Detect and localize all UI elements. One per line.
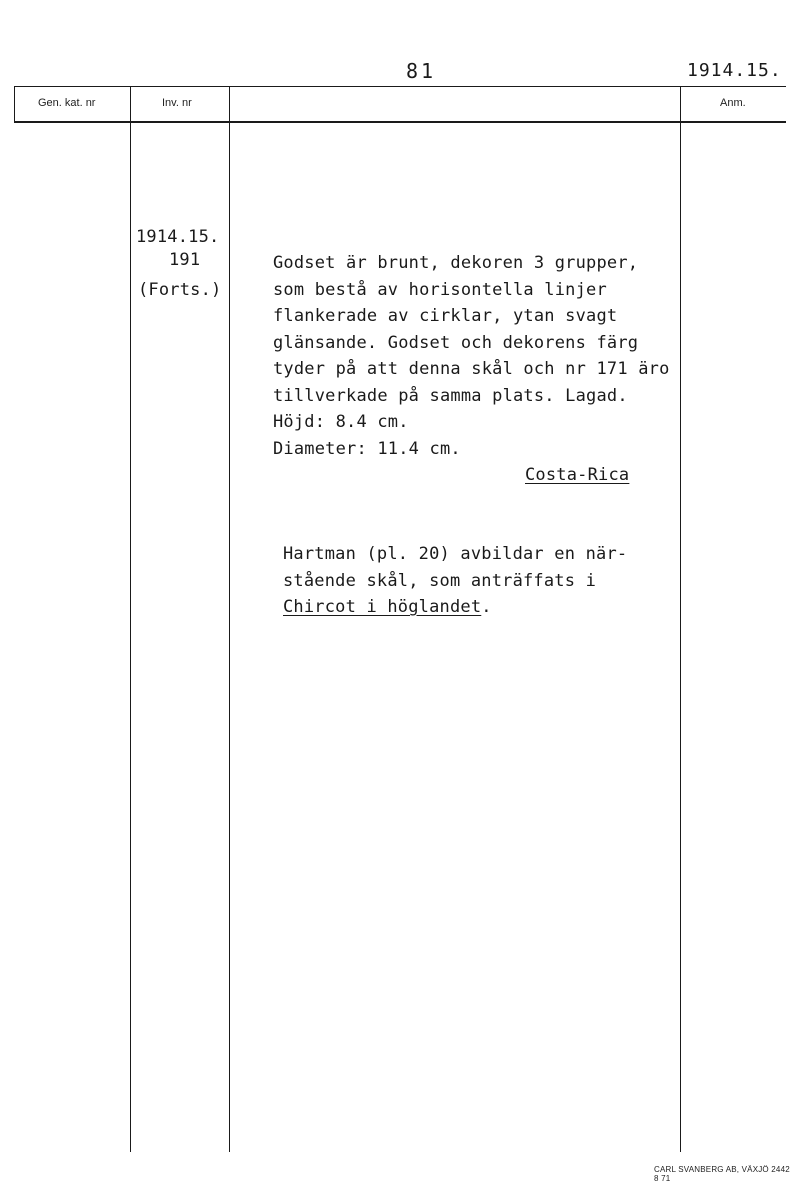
- note-block: [283, 541, 627, 621]
- note-line: stående skål, som anträffats i: [283, 570, 597, 591]
- column-header-gen-kat-nr: Gen. kat. nr: [38, 97, 96, 109]
- description-line: Höjd: 8.4 cm.: [273, 412, 409, 432]
- inv-number-line: 1914.15.: [136, 227, 220, 247]
- column-header-anm: Anm.: [720, 97, 746, 109]
- description-line: Diameter: 11.4 cm.: [273, 438, 461, 459]
- note-end: .: [481, 597, 492, 617]
- column-divider-1: [14, 86, 15, 122]
- column-divider-3: [229, 86, 230, 1152]
- note-line: [283, 594, 627, 621]
- catalog-number: 1914.15.: [687, 60, 782, 81]
- note-line: Hartman (pl. 20) avbildar en när-: [283, 544, 628, 564]
- page-number: 81: [406, 59, 437, 83]
- column-divider-2: [130, 86, 131, 1152]
- description-line: glänsande. Godset och dekorens färg: [273, 332, 639, 353]
- description-block: [273, 250, 670, 462]
- description-line: flankerade av cirklar, ytan svagt: [273, 306, 618, 326]
- description-line: som bestå av horisontella linjer: [273, 279, 607, 300]
- note-place: Chircot i höglandet: [283, 597, 482, 617]
- description-line: tillverkade på samma plats. Lagad.: [273, 385, 628, 406]
- column-header-inv-nr: Inv. nr: [162, 97, 192, 109]
- inv-number-line: 191: [169, 250, 201, 270]
- printer-imprint: CARL SVANBERG AB, VÄXJÖ 2442 8 71: [654, 1165, 790, 1183]
- column-divider-4: [680, 86, 681, 1152]
- description-line: Godset är brunt, dekoren 3 grupper,: [273, 253, 639, 273]
- description-line: tyder på att denna skål och nr 171 äro: [273, 359, 670, 379]
- location-label: Costa-Rica: [525, 465, 630, 485]
- inv-number-line: (Forts.): [138, 280, 222, 300]
